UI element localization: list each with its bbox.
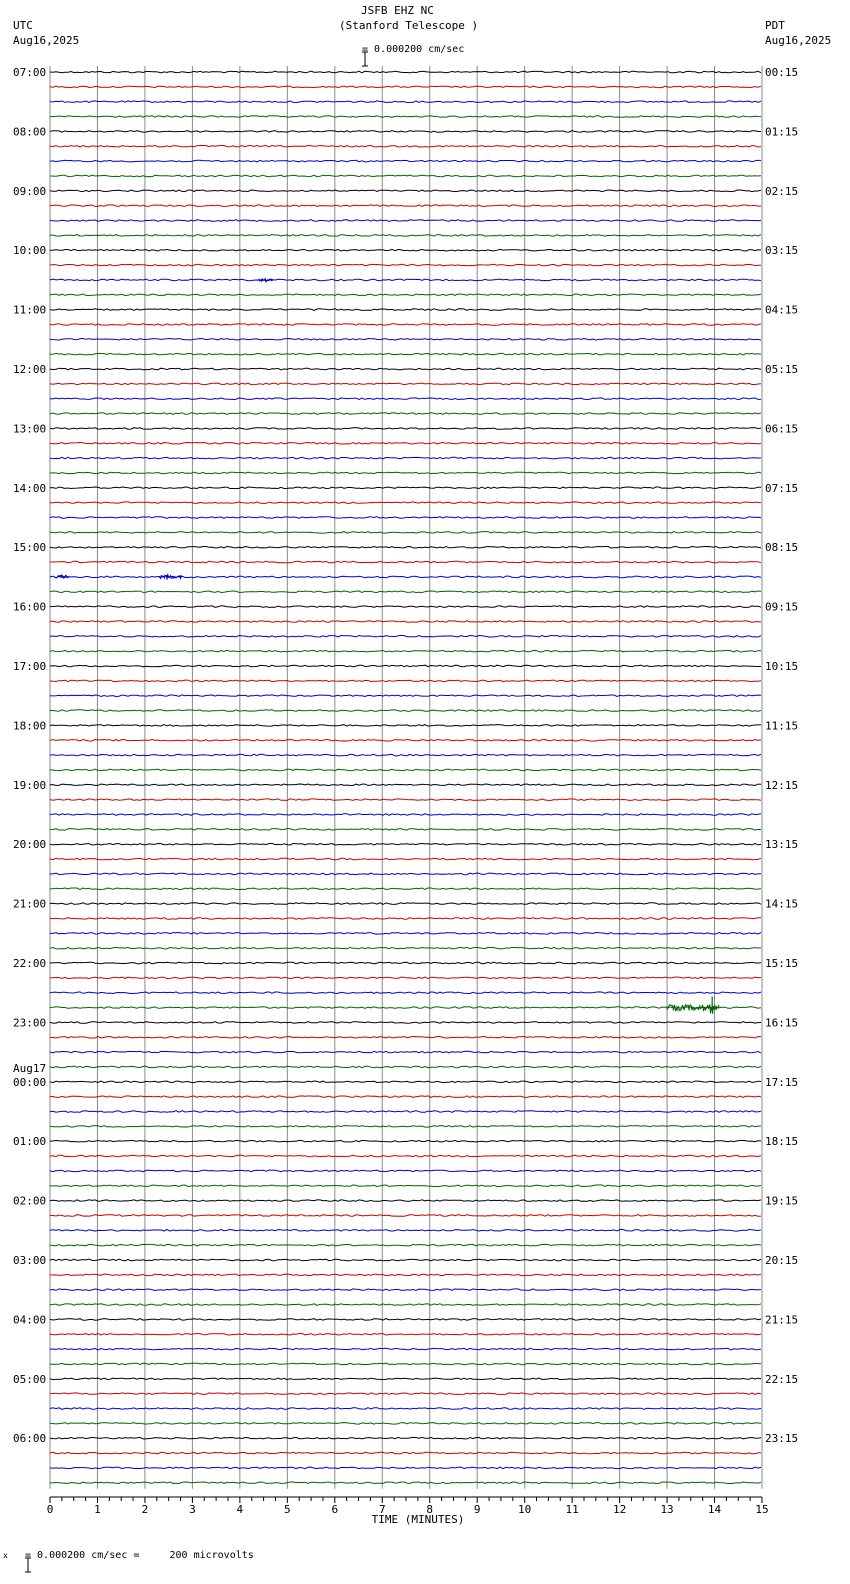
trace-line: [50, 1393, 761, 1395]
trace-line: [50, 220, 761, 222]
pdt-hour-label: 01:15: [765, 125, 799, 139]
trace-line: [50, 1111, 761, 1113]
trace-line: [50, 235, 761, 237]
pdt-hour-label: 23:15: [765, 1432, 799, 1446]
trace-line: [50, 606, 761, 608]
trace-line: [50, 1289, 761, 1291]
trace-line: [50, 710, 761, 712]
trace-line: [50, 665, 761, 667]
trace-line: [50, 858, 761, 860]
pdt-hour-label: 02:15: [765, 184, 799, 198]
utc-zone-label: UTC: [13, 19, 33, 32]
x-tick-label: 10: [518, 1503, 532, 1516]
trace-line: [50, 1482, 761, 1484]
utc-hour-label: 14:00: [13, 481, 47, 495]
trace-line: [50, 1081, 761, 1083]
trace-line: [50, 1037, 761, 1039]
trace-line: [50, 1452, 761, 1454]
x-tick-label: 13: [660, 1503, 674, 1516]
trace-line: [50, 1423, 761, 1425]
trace-line: [50, 1274, 761, 1276]
trace-line: [50, 947, 761, 949]
x-tick-label: 8: [426, 1503, 434, 1516]
trace-line: [50, 71, 761, 73]
utc-hour-label: 03:00: [13, 1254, 47, 1267]
trace-line: [50, 249, 761, 251]
trace-line: [50, 1155, 761, 1157]
utc-hour-label: 06:00: [13, 1432, 47, 1446]
trace-line: [50, 413, 761, 415]
trace-line: [50, 621, 761, 623]
footer-scale-bar-icon: [10, 1544, 20, 1560]
trace-line: [50, 769, 761, 771]
trace-line: [50, 1304, 761, 1306]
trace-line: [50, 339, 761, 341]
utc-hour-label: 15:00: [13, 541, 47, 555]
x-tick-label: 14: [707, 1503, 722, 1516]
pdt-hour-label: 22:15: [765, 1372, 799, 1386]
trace-line: [50, 1437, 761, 1439]
trace-line: [50, 160, 761, 162]
trace-line: [50, 264, 761, 266]
trace-line: [50, 101, 761, 103]
footer-scale-note: = 0.000200 cm/sec = 200 microvolts: [25, 1550, 254, 1561]
x-axis-title: TIME (MINUTES): [371, 1513, 465, 1526]
x-tick-label: 11: [565, 1503, 579, 1516]
trace-line: [50, 532, 761, 534]
pdt-hour-label: 21:15: [765, 1313, 799, 1327]
trace-line: [50, 843, 761, 845]
pdt-hour-label: 06:15: [765, 422, 799, 436]
pdt-hour-label: 03:15: [765, 244, 799, 258]
pdt-hour-label: 19:15: [765, 1194, 799, 1208]
utc-hour-label: 22:00: [13, 957, 47, 970]
pdt-hour-label: 11:15: [765, 719, 799, 733]
trace-line: [50, 1467, 761, 1469]
pdt-hour-label: 05:15: [765, 363, 799, 376]
pdt-hour-label: 08:15: [765, 541, 799, 555]
station-title: JSFB EHZ NC: [361, 4, 434, 17]
trace-line: [50, 725, 761, 727]
pdt-hour-label: 13:15: [765, 838, 799, 852]
pdt-hour-label: 18:15: [765, 1135, 799, 1149]
utc-hour-label: 05:00: [13, 1372, 47, 1386]
scale-label: = 0.000200 cm/sec: [362, 44, 465, 55]
trace-line: [50, 933, 761, 935]
utc-hour-label: 16:00: [13, 600, 47, 614]
pdt-hour-label: 09:15: [765, 600, 799, 614]
trace-line: [50, 517, 761, 519]
pdt-hour-label: 15:15: [765, 957, 799, 970]
trace-line: [50, 1051, 761, 1053]
trace-line: [50, 1244, 761, 1246]
pdt-hour-label: 17:15: [765, 1075, 799, 1089]
trace-line: [50, 86, 761, 88]
x-tick-label: 3: [189, 1503, 196, 1516]
utc-hour-label: 23:00: [13, 1016, 47, 1030]
trace-line: [50, 695, 761, 697]
trace-line: [50, 1259, 761, 1261]
trace-line: [50, 903, 761, 905]
x-tick-label: 12: [612, 1503, 627, 1516]
trace-line: [50, 546, 761, 548]
x-tick-label: 9: [473, 1503, 481, 1516]
trace-line: [50, 636, 761, 638]
trace-line: [50, 1215, 761, 1217]
event-waveform: [259, 279, 273, 282]
pdt-hour-label: 12:15: [765, 778, 799, 792]
site-subtitle: (Stanford Telescope ): [339, 19, 479, 32]
trace-line: [50, 1126, 761, 1128]
trace-line: [50, 829, 761, 831]
utc-hour-label: 07:00: [13, 66, 47, 79]
trace-line: [50, 1378, 761, 1380]
event-waveform: [159, 574, 183, 580]
trace-line: [50, 309, 761, 311]
date-change-label: Aug17: [13, 1061, 47, 1075]
trace-line: [50, 368, 761, 370]
pdt-hour-label: 14:15: [765, 897, 799, 911]
trace-line: [50, 962, 761, 964]
utc-hour-label: 00:00: [13, 1075, 47, 1089]
trace-line: [50, 561, 761, 563]
pdt-hour-label: 00:15: [765, 66, 799, 79]
trace-line: [50, 383, 761, 385]
utc-hour-label: 08:00: [13, 125, 47, 139]
x-tick-label: 1: [94, 1503, 101, 1516]
trace-line: [50, 353, 761, 355]
pdt-hour-label: 20:15: [765, 1254, 799, 1267]
trace-line: [50, 487, 761, 489]
trace-line: [50, 428, 761, 430]
trace-line: [50, 1096, 761, 1098]
trace-line: [50, 1334, 761, 1336]
utc-hour-label: 04:00: [13, 1313, 47, 1327]
trace-line: [50, 873, 761, 875]
utc-hour-label: 01:00: [13, 1135, 47, 1149]
trace-line: [50, 1007, 761, 1009]
trace-line: [50, 977, 761, 979]
trace-line: [50, 754, 761, 756]
event-waveform: [667, 1005, 719, 1014]
trace-line: [50, 398, 761, 400]
x-tick-label: 2: [141, 1503, 149, 1516]
x-tick-label: 5: [284, 1503, 291, 1516]
trace-line: [50, 116, 761, 118]
trace-line: [50, 576, 761, 578]
utc-hour-label: 20:00: [13, 838, 47, 852]
trace-line: [50, 1348, 761, 1350]
utc-hour-label: 19:00: [13, 778, 47, 792]
pdt-zone-label: PDT: [765, 19, 785, 32]
trace-line: [50, 146, 761, 148]
trace-line: [50, 1319, 761, 1321]
trace-line: [50, 591, 761, 593]
utc-hour-label: 09:00: [13, 184, 47, 198]
x-tick-label: 7: [378, 1503, 386, 1516]
trace-line: [50, 1185, 761, 1187]
trace-line: [50, 918, 761, 920]
utc-hour-label: 10:00: [13, 244, 47, 258]
trace-line: [50, 1230, 761, 1232]
x-tick-label: 4: [236, 1503, 244, 1516]
utc-hour-label: 17:00: [13, 660, 47, 673]
trace-line: [50, 1022, 761, 1024]
trace-line: [50, 1066, 761, 1068]
utc-hour-label: 11:00: [13, 303, 47, 317]
trace-line: [50, 740, 761, 742]
trace-line: [50, 294, 761, 296]
x-tick-label: 0: [46, 1503, 54, 1516]
trace-line: [50, 888, 761, 890]
trace-line: [50, 680, 761, 682]
trace-line: [50, 1140, 761, 1142]
trace-line: [50, 175, 761, 177]
utc-hour-label: 12:00: [13, 363, 47, 376]
trace-line: [50, 502, 761, 504]
utc-hour-label: 02:00: [13, 1194, 47, 1208]
trace-line: [50, 324, 761, 326]
trace-line: [50, 457, 761, 459]
trace-line: [50, 992, 761, 994]
trace-line: [50, 443, 761, 445]
trace-line: [50, 650, 761, 652]
x-tick-label: 6: [331, 1503, 339, 1516]
pdt-hour-label: 07:15: [765, 481, 799, 495]
utc-date-label: Aug16,2025: [13, 34, 80, 47]
trace-line: [50, 1200, 761, 1202]
trace-line: [50, 814, 761, 816]
pdt-hour-label: 10:15: [765, 660, 799, 673]
trace-line: [50, 279, 761, 281]
trace-line: [50, 1408, 761, 1410]
pdt-hour-label: 16:15: [765, 1016, 799, 1030]
pdt-date-label: Aug16,2025: [765, 34, 832, 47]
x-tick-label: 15: [755, 1503, 769, 1516]
utc-hour-label: 13:00: [13, 422, 47, 436]
utc-hour-label: 21:00: [13, 897, 47, 911]
trace-line: [50, 784, 761, 786]
trace-line: [50, 131, 761, 133]
trace-line: [50, 205, 761, 207]
trace-line: [50, 799, 761, 801]
trace-line: [50, 1170, 761, 1172]
utc-hour-label: 18:00: [13, 719, 47, 733]
trace-line: [50, 190, 761, 192]
footer-marker-icon: x: [3, 1551, 8, 1560]
pdt-hour-label: 04:15: [765, 303, 799, 317]
trace-line: [50, 472, 761, 474]
trace-line: [50, 1363, 761, 1365]
